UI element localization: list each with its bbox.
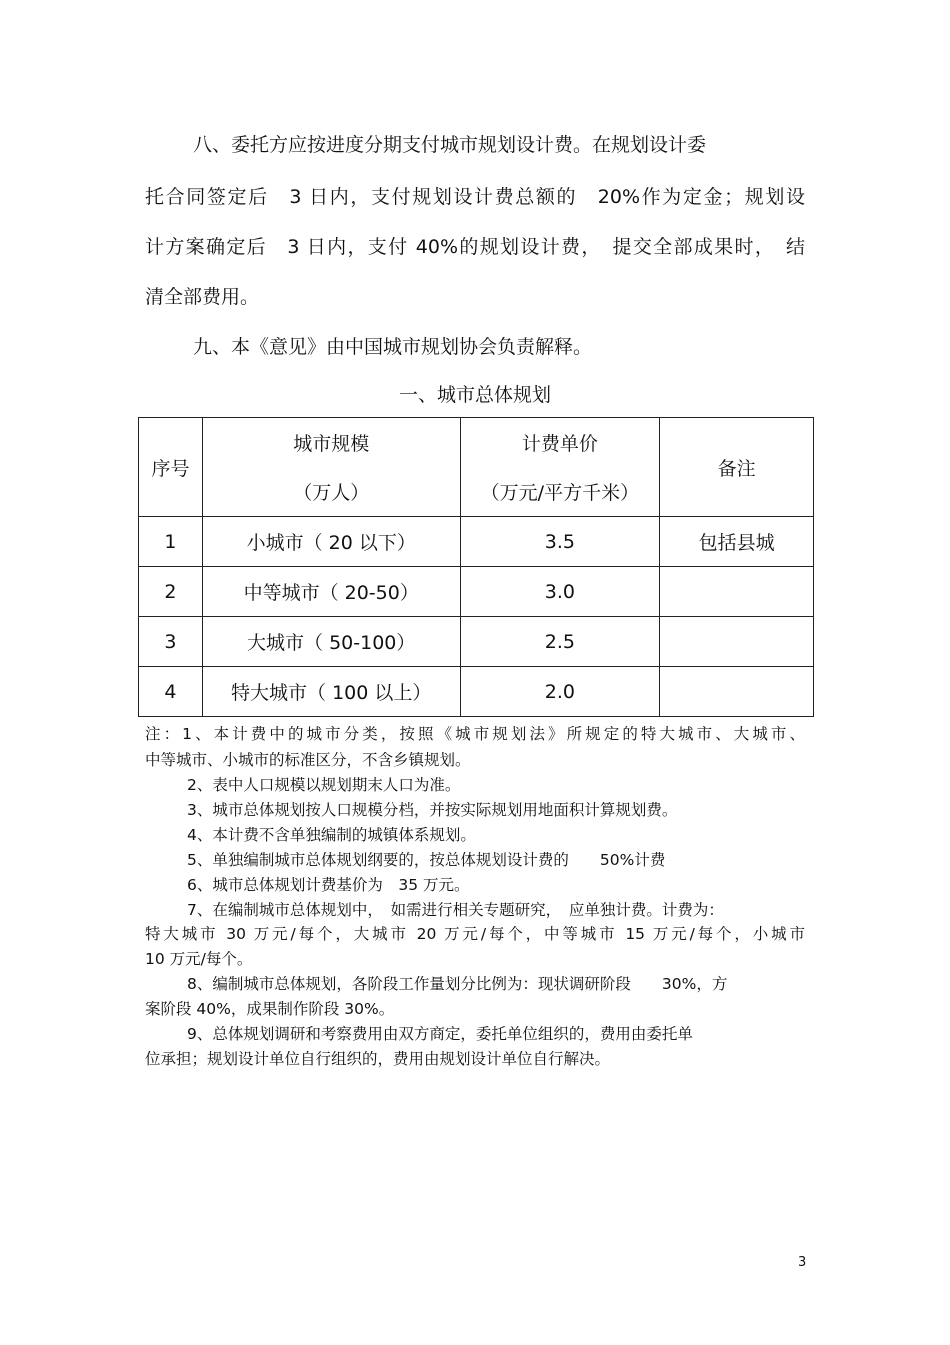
- cell-remark: 包括县城: [660, 517, 814, 567]
- cell-scale: 中等城市（ 20-50）: [202, 567, 460, 617]
- note-1-line-2: 中等城市、小城市的标准区分，不含乡镇规划。: [145, 751, 471, 769]
- note-6: 6、城市总体规划计费基价为 35 万元。: [187, 876, 470, 894]
- cell-remark: [660, 667, 814, 717]
- cell-index: 1: [139, 517, 203, 567]
- note-8-line-1: 8、编制城市总体规划，各阶段工作量划分比例为：现状调研阶段 30%，方: [187, 975, 728, 993]
- note-7-line-2: 特大城市 30 万元/每个，大城市 20 万元/每个，中等城市 15 万元/每个，小城市: [145, 925, 805, 943]
- cell-price: 3.0: [460, 567, 660, 617]
- note-9-line-2: 位承担；规划设计单位自行组织的，费用由规划设计单位自行解决。: [145, 1050, 611, 1068]
- paragraph-8-line-1: 八、委托方应按进度分期支付城市规划设计费。在规划设计委: [193, 134, 707, 156]
- page-number: 3: [798, 1255, 807, 1270]
- cell-price: 2.5: [460, 617, 660, 667]
- note-4: 4、本计费不含单独编制的城镇体系规划。: [187, 826, 476, 844]
- table-header-row: [139, 418, 814, 517]
- table-row: [139, 567, 814, 617]
- note-8-line-2: 案阶段 40%，成果制作阶段 30%。: [145, 1000, 395, 1018]
- header-price: [460, 418, 660, 517]
- paragraph-9: 九、本《意见》由中国城市规划协会负责解释。: [193, 336, 593, 358]
- paragraph-8-line-4: 清全部费用。: [145, 286, 260, 308]
- cell-index: 4: [139, 667, 203, 717]
- table-title: 一、城市总体规划: [398, 384, 551, 406]
- paragraph-8-line-2: 托合同签定后 3 日内，支付规划设计费总额的 20%作为定金；规划设: [145, 186, 805, 208]
- cell-index: 3: [139, 617, 203, 667]
- cell-scale: 大城市（ 50-100）: [202, 617, 460, 667]
- note-5: 5、单独编制城市总体规划纲要的，按总体规划设计费的 50%计费: [187, 851, 666, 869]
- table-row: [139, 617, 814, 667]
- header-price-line-1: 计费单价: [521, 433, 598, 455]
- header-scale: [202, 418, 460, 517]
- note-7-line-3: 10 万元/每个。: [145, 950, 253, 968]
- cell-scale: 特大城市（ 100 以上）: [202, 667, 460, 717]
- header-scale-line-2: （万人）: [293, 482, 370, 504]
- table-row: [139, 517, 814, 567]
- cell-scale: 小城市（ 20 以下）: [202, 517, 460, 567]
- note-9-line-1: 9、总体规划调研和考察费用由双方商定，委托单位组织的，费用由委托单: [187, 1025, 693, 1043]
- note-7-line-1: 7、在编制城市总体规划中， 如需进行相关专题研究， 应单独计费。计费为：: [187, 901, 724, 919]
- note-1-line-1: 注：1、本计费中的城市分类，按照《城市规划法》所规定的特大城市、大城市、: [145, 725, 805, 743]
- header-scale-line-1: 城市规模: [293, 433, 370, 455]
- cell-index: 2: [139, 567, 203, 617]
- cell-price: 3.5: [460, 517, 660, 567]
- header-price-line-2: （万元/平方千米）: [480, 482, 640, 504]
- cell-price: 2.0: [460, 667, 660, 717]
- cell-remark: [660, 567, 814, 617]
- fee-table: [138, 417, 814, 717]
- table-row: [139, 667, 814, 717]
- cell-remark: [660, 617, 814, 667]
- paragraph-8-line-3: 计方案确定后 3 日内，支付 40%的规划设计费， 提交全部成果时， 结: [145, 236, 805, 258]
- header-remark: 备注: [660, 418, 814, 517]
- note-3: 3、城市总体规划按人口规模分档，并按实际规划用地面积计算规划费。: [187, 801, 678, 819]
- header-index: 序号: [139, 418, 203, 517]
- note-2: 2、表中人口规模以规划期末人口为准。: [187, 776, 461, 794]
